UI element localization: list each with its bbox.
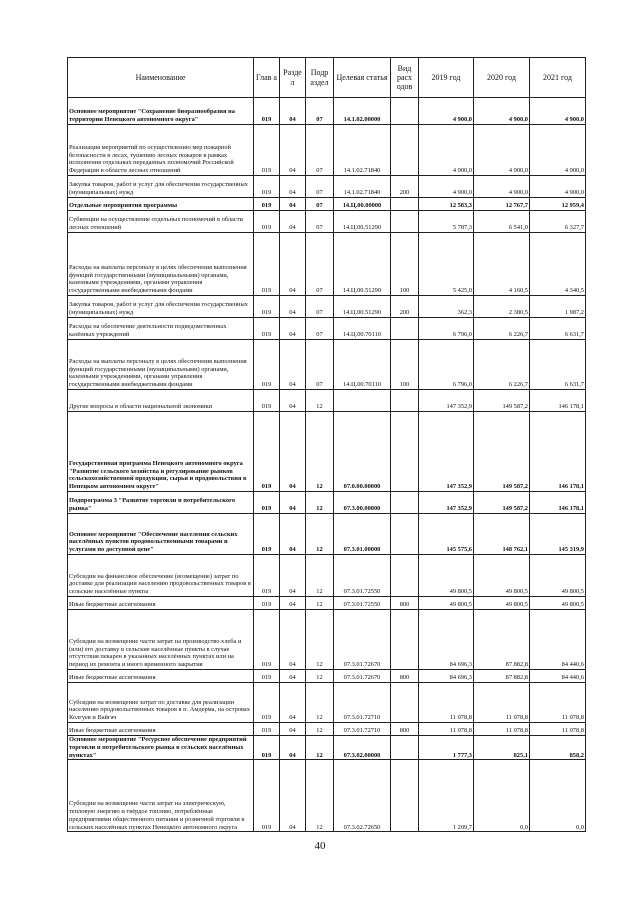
cell-glava: 019 bbox=[254, 211, 280, 233]
table-row bbox=[68, 514, 586, 555]
cell-y2021: 0,0 bbox=[530, 760, 586, 832]
cell-name: Закупка товаров, работ и услуг для обеспечения государственных (муниципальных) нужд bbox=[68, 296, 254, 318]
cell-y2019: 4 900,0 bbox=[419, 98, 474, 125]
cell-y2019: 145 575,6 bbox=[419, 514, 474, 555]
header-2021: 2021 год bbox=[530, 58, 586, 98]
cell-y2021: 146 178,1 bbox=[530, 390, 586, 412]
cell-y2021: 146 178,1 bbox=[530, 412, 586, 492]
header-2019: 2019 год bbox=[419, 58, 474, 98]
cell-glava: 019 bbox=[254, 723, 280, 736]
header-2020: 2020 год bbox=[474, 58, 530, 98]
cell-y2021: 49 800,5 bbox=[530, 555, 586, 597]
cell-name: Расходы на выплаты персоналу в целях обеспечения выполнения функций государственными (муниципальными) органами, казенными учреждениями, органами управления государственными внебюджетными фондами bbox=[68, 233, 254, 296]
cell-vid: 800 bbox=[391, 670, 419, 683]
cell-razdel: 04 bbox=[280, 198, 306, 211]
cell-y2020: 4 160,5 bbox=[474, 233, 530, 296]
cell-name: Основное мероприятие "Ресурсное обеспечение предприятий торговли и потребительского рынка в сельских населённых пунктах" bbox=[68, 736, 254, 760]
cell-y2020: 87 882,8 bbox=[474, 670, 530, 683]
page-number: 40 bbox=[314, 840, 326, 852]
cell-razdel: 04 bbox=[280, 390, 306, 412]
cell-podrazdel: 12 bbox=[306, 492, 334, 514]
cell-celevaya: 14.1.02.71840 bbox=[334, 125, 391, 176]
cell-y2021: 4 900,0 bbox=[530, 125, 586, 176]
cell-vid bbox=[391, 211, 419, 233]
table-row bbox=[68, 98, 586, 125]
cell-glava: 019 bbox=[254, 670, 280, 683]
table-row bbox=[68, 760, 586, 832]
cell-celevaya: 14.1.02.00000 bbox=[334, 98, 391, 125]
cell-vid bbox=[391, 125, 419, 176]
table-row bbox=[68, 597, 586, 610]
cell-y2020: 11 078,8 bbox=[474, 683, 530, 723]
cell-podrazdel: 12 bbox=[306, 760, 334, 832]
cell-razdel: 04 bbox=[280, 555, 306, 597]
table-row bbox=[68, 340, 586, 390]
cell-y2021: 4 900,0 bbox=[530, 176, 586, 198]
cell-celevaya: 07.3.02.00000 bbox=[334, 736, 391, 760]
cell-name: Расходы на выплаты персоналу в целях обеспечения выполнения функций государственными (муниципальными) органами, казенными учреждениями, органами управления государственными внебюджетными фондами bbox=[68, 340, 254, 390]
table-row bbox=[68, 296, 586, 318]
cell-y2020: 6 541,0 bbox=[474, 211, 530, 233]
cell-vid bbox=[391, 98, 419, 125]
cell-vid bbox=[391, 318, 419, 340]
cell-name: Основное мероприятие "Сохранение биоразнообразия на территории Ненецкого автономного округа" bbox=[68, 98, 254, 125]
cell-y2020: 2 380,5 bbox=[474, 296, 530, 318]
cell-celevaya: 07.3.01.72550 bbox=[334, 555, 391, 597]
cell-glava: 019 bbox=[254, 492, 280, 514]
cell-celevaya: 14.Ц.00.70110 bbox=[334, 340, 391, 390]
cell-podrazdel: 12 bbox=[306, 555, 334, 597]
header-razdel: Разде л bbox=[280, 58, 306, 98]
cell-y2019: 11 078,8 bbox=[419, 683, 474, 723]
cell-y2021: 84 440,6 bbox=[530, 670, 586, 683]
cell-podrazdel: 07 bbox=[306, 233, 334, 296]
cell-y2021: 6 631,7 bbox=[530, 318, 586, 340]
cell-y2021: 1 987,2 bbox=[530, 296, 586, 318]
cell-name: Реализация мероприятий по осуществлению мер пожарной безопасности в лесах, тушению лесных пожаров в рамках исполнения отдельных переданных полномочий Российской Федерации в области лесных отношений bbox=[68, 125, 254, 176]
cell-celevaya bbox=[334, 390, 391, 412]
cell-razdel: 04 bbox=[280, 318, 306, 340]
table-row bbox=[68, 492, 586, 514]
cell-y2019: 11 078,8 bbox=[419, 723, 474, 736]
cell-podrazdel: 12 bbox=[306, 514, 334, 555]
cell-celevaya: 07.3.01.72710 bbox=[334, 683, 391, 723]
header-vid: Вид расх одов bbox=[391, 58, 419, 98]
cell-vid bbox=[391, 198, 419, 211]
cell-glava: 019 bbox=[254, 233, 280, 296]
table-row bbox=[68, 736, 586, 760]
cell-celevaya: 07.3.01.72710 bbox=[334, 723, 391, 736]
cell-glava: 019 bbox=[254, 176, 280, 198]
cell-y2020: 49 800,5 bbox=[474, 555, 530, 597]
cell-celevaya: 07.3.01.72550 bbox=[334, 597, 391, 610]
cell-razdel: 04 bbox=[280, 176, 306, 198]
cell-name: Подпрограмма 3 "Развитие торговли и потребительского рынка" bbox=[68, 492, 254, 514]
cell-name: Другие вопросы в области национальной экономики bbox=[68, 390, 254, 412]
cell-glava: 019 bbox=[254, 736, 280, 760]
cell-razdel: 04 bbox=[280, 736, 306, 760]
cell-y2020: 4 900,0 bbox=[474, 125, 530, 176]
cell-y2019: 5 787,3 bbox=[419, 211, 474, 233]
cell-razdel: 04 bbox=[280, 492, 306, 514]
cell-razdel: 04 bbox=[280, 760, 306, 832]
cell-podrazdel: 07 bbox=[306, 176, 334, 198]
cell-podrazdel: 12 bbox=[306, 412, 334, 492]
cell-vid bbox=[391, 610, 419, 670]
cell-razdel: 04 bbox=[280, 683, 306, 723]
cell-vid bbox=[391, 736, 419, 760]
cell-vid: 800 bbox=[391, 723, 419, 736]
cell-y2019: 147 352,9 bbox=[419, 412, 474, 492]
cell-razdel: 04 bbox=[280, 296, 306, 318]
cell-name: Субсидии на возмещение затрат по доставке для реализации населению продовольственных товаров в п. Амдерма, на островах Колгуев и Вайгач bbox=[68, 683, 254, 723]
cell-y2021: 4 340,5 bbox=[530, 233, 586, 296]
cell-y2019: 4 900,0 bbox=[419, 125, 474, 176]
cell-y2019: 49 800,5 bbox=[419, 555, 474, 597]
cell-y2020: 148 762,1 bbox=[474, 514, 530, 555]
budget-table bbox=[67, 57, 586, 832]
header-glava: Глав а bbox=[254, 58, 280, 98]
header-podrazdel: Подр аздел bbox=[306, 58, 334, 98]
cell-y2020: 825,1 bbox=[474, 736, 530, 760]
cell-podrazdel: 07 bbox=[306, 340, 334, 390]
cell-name: Иные бюджетные ассигнования bbox=[68, 723, 254, 736]
cell-y2020: 11 078,8 bbox=[474, 723, 530, 736]
cell-glava: 019 bbox=[254, 610, 280, 670]
cell-name: Закупка товаров, работ и услуг для обеспечения государственных (муниципальных) нужд bbox=[68, 176, 254, 198]
cell-y2020: 6 226,7 bbox=[474, 340, 530, 390]
cell-celevaya: 07.3.01.72670 bbox=[334, 610, 391, 670]
cell-podrazdel: 07 bbox=[306, 318, 334, 340]
table-row bbox=[68, 412, 586, 492]
table-row bbox=[68, 610, 586, 670]
table-row bbox=[68, 233, 586, 296]
cell-razdel: 04 bbox=[280, 597, 306, 610]
cell-razdel: 04 bbox=[280, 211, 306, 233]
cell-celevaya: 07.3.01.00000 bbox=[334, 514, 391, 555]
cell-celevaya: 14.Ц.00.51290 bbox=[334, 233, 391, 296]
cell-y2019: 49 800,5 bbox=[419, 597, 474, 610]
cell-y2021: 6 631,7 bbox=[530, 340, 586, 390]
cell-celevaya: 14.Ц.00.51290 bbox=[334, 296, 391, 318]
cell-vid: 800 bbox=[391, 597, 419, 610]
cell-y2019: 1 777,3 bbox=[419, 736, 474, 760]
cell-glava: 019 bbox=[254, 683, 280, 723]
cell-y2019: 84 696,3 bbox=[419, 610, 474, 670]
table-row bbox=[68, 683, 586, 723]
cell-razdel: 04 bbox=[280, 412, 306, 492]
cell-y2019: 6 796,0 bbox=[419, 340, 474, 390]
cell-razdel: 04 bbox=[280, 514, 306, 555]
cell-podrazdel: 12 bbox=[306, 610, 334, 670]
cell-podrazdel: 07 bbox=[306, 198, 334, 211]
cell-vid bbox=[391, 514, 419, 555]
table-row bbox=[68, 555, 586, 597]
cell-glava: 019 bbox=[254, 198, 280, 211]
cell-celevaya: 14.Ц.00.70110 bbox=[334, 318, 391, 340]
cell-name: Субсидии на возмещение части затрат на производство хлеба и (или) его доставку в сельские населённые пункты в случае отсутствия пекарен в указанных населённых пунктах или на период их ремонта и иного временного закрытия bbox=[68, 610, 254, 670]
cell-y2019: 147 352,9 bbox=[419, 492, 474, 514]
cell-name: Государственная программа Ненецкого автономного округа "Развитие сельского хозяйства и регулирование рынков сельскохозяйственной продукции, сырья и продовольствия в Ненецком автономном округе" bbox=[68, 412, 254, 492]
cell-vid: 200 bbox=[391, 296, 419, 318]
cell-y2020: 12 767,7 bbox=[474, 198, 530, 211]
cell-y2020: 4 900,0 bbox=[474, 98, 530, 125]
cell-name: Расходы на обеспечение деятельности подведомственных казённых учреждений bbox=[68, 318, 254, 340]
header-celevaya: Целевая статья bbox=[334, 58, 391, 98]
cell-razdel: 04 bbox=[280, 723, 306, 736]
cell-podrazdel: 12 bbox=[306, 736, 334, 760]
table-row bbox=[68, 318, 586, 340]
cell-vid bbox=[391, 683, 419, 723]
cell-y2021: 49 800,5 bbox=[530, 597, 586, 610]
cell-vid: 200 bbox=[391, 176, 419, 198]
cell-vid bbox=[391, 412, 419, 492]
cell-glava: 019 bbox=[254, 340, 280, 390]
cell-glava: 019 bbox=[254, 514, 280, 555]
table-row bbox=[68, 723, 586, 736]
cell-y2020: 149 587,2 bbox=[474, 492, 530, 514]
cell-glava: 019 bbox=[254, 98, 280, 125]
cell-celevaya: 14.Ц.00.51290 bbox=[334, 211, 391, 233]
cell-razdel: 04 bbox=[280, 125, 306, 176]
cell-y2021: 858,2 bbox=[530, 736, 586, 760]
table-row bbox=[68, 176, 586, 198]
cell-glava: 019 bbox=[254, 760, 280, 832]
cell-podrazdel: 12 bbox=[306, 390, 334, 412]
cell-y2021: 6 327,7 bbox=[530, 211, 586, 233]
cell-name: Отдельные мероприятия программы bbox=[68, 198, 254, 211]
cell-vid bbox=[391, 492, 419, 514]
budget-table-sheet bbox=[67, 57, 585, 832]
cell-y2020: 49 800,5 bbox=[474, 597, 530, 610]
cell-y2021: 11 078,8 bbox=[530, 683, 586, 723]
cell-glava: 019 bbox=[254, 125, 280, 176]
header-name: Наименование bbox=[68, 58, 254, 98]
cell-y2019: 12 583,3 bbox=[419, 198, 474, 211]
cell-celevaya: 07.3.01.72670 bbox=[334, 670, 391, 683]
cell-name: Иные бюджетные ассигнования bbox=[68, 670, 254, 683]
cell-name: Субсидии на возмещение части затрат на электрическую, тепловую энергию и твёрдое топливо, потреблённые предприятиями общественного питания и розничной торговли в сельских населённых пунктах Ненецкого автономного округа bbox=[68, 760, 254, 832]
cell-glava: 019 bbox=[254, 296, 280, 318]
cell-podrazdel: 12 bbox=[306, 723, 334, 736]
cell-y2019: 147 352,9 bbox=[419, 390, 474, 412]
cell-podrazdel: 12 bbox=[306, 597, 334, 610]
cell-y2021: 11 078,8 bbox=[530, 723, 586, 736]
cell-razdel: 04 bbox=[280, 98, 306, 125]
cell-y2019: 4 900,0 bbox=[419, 176, 474, 198]
cell-y2020: 149 587,2 bbox=[474, 412, 530, 492]
cell-podrazdel: 07 bbox=[306, 125, 334, 176]
table-row bbox=[68, 390, 586, 412]
cell-vid bbox=[391, 760, 419, 832]
cell-y2019: 6 796,0 bbox=[419, 318, 474, 340]
table-row bbox=[68, 125, 586, 176]
table-header-row bbox=[68, 58, 586, 98]
cell-y2020: 149 587,2 bbox=[474, 390, 530, 412]
cell-y2021: 4 900,0 bbox=[530, 98, 586, 125]
cell-y2019: 5 425,0 bbox=[419, 233, 474, 296]
cell-razdel: 04 bbox=[280, 670, 306, 683]
cell-y2020: 4 900,0 bbox=[474, 176, 530, 198]
table-row bbox=[68, 211, 586, 233]
cell-y2021: 145 319,9 bbox=[530, 514, 586, 555]
cell-name: Субвенции на осуществление отдельных полномочий в области лесных отношений bbox=[68, 211, 254, 233]
cell-y2021: 146 178,1 bbox=[530, 492, 586, 514]
cell-celevaya: 07.3.02.72650 bbox=[334, 760, 391, 832]
cell-podrazdel: 12 bbox=[306, 683, 334, 723]
cell-glava: 019 bbox=[254, 597, 280, 610]
cell-podrazdel: 07 bbox=[306, 211, 334, 233]
cell-glava: 019 bbox=[254, 555, 280, 597]
cell-podrazdel: 07 bbox=[306, 296, 334, 318]
cell-y2020: 0,0 bbox=[474, 760, 530, 832]
cell-y2019: 362,3 bbox=[419, 296, 474, 318]
cell-razdel: 04 bbox=[280, 610, 306, 670]
cell-name: Субсидии на финансовое обеспечение (возмещение) затрат по доставке для реализации населению продовольственных товаров в сельские населённые пункты bbox=[68, 555, 254, 597]
cell-name: Иные бюджетные ассигнования bbox=[68, 597, 254, 610]
cell-y2019: 1 209,7 bbox=[419, 760, 474, 832]
cell-glava: 019 bbox=[254, 412, 280, 492]
cell-y2021: 84 440,6 bbox=[530, 610, 586, 670]
cell-vid: 100 bbox=[391, 233, 419, 296]
table-row bbox=[68, 198, 586, 211]
cell-podrazdel: 12 bbox=[306, 670, 334, 683]
cell-vid bbox=[391, 555, 419, 597]
cell-celevaya: 14.1.02.71840 bbox=[334, 176, 391, 198]
cell-y2021: 12 959,4 bbox=[530, 198, 586, 211]
cell-glava: 019 bbox=[254, 390, 280, 412]
cell-celevaya: 07.0.00.00000 bbox=[334, 412, 391, 492]
cell-y2020: 87 882,8 bbox=[474, 610, 530, 670]
cell-y2020: 6 226,7 bbox=[474, 318, 530, 340]
cell-celevaya: 07.3.00.00000 bbox=[334, 492, 391, 514]
cell-podrazdel: 07 bbox=[306, 98, 334, 125]
cell-vid bbox=[391, 390, 419, 412]
cell-celevaya: 14.Ц.00.00000 bbox=[334, 198, 391, 211]
cell-vid: 100 bbox=[391, 340, 419, 390]
cell-name: Основное мероприятие "Обеспечение населения сельских населённых пунктов продовольственными товарами и услугами по доступной цене" bbox=[68, 514, 254, 555]
cell-glava: 019 bbox=[254, 318, 280, 340]
cell-razdel: 04 bbox=[280, 340, 306, 390]
table-row bbox=[68, 670, 586, 683]
cell-y2019: 84 696,3 bbox=[419, 670, 474, 683]
cell-razdel: 04 bbox=[280, 233, 306, 296]
